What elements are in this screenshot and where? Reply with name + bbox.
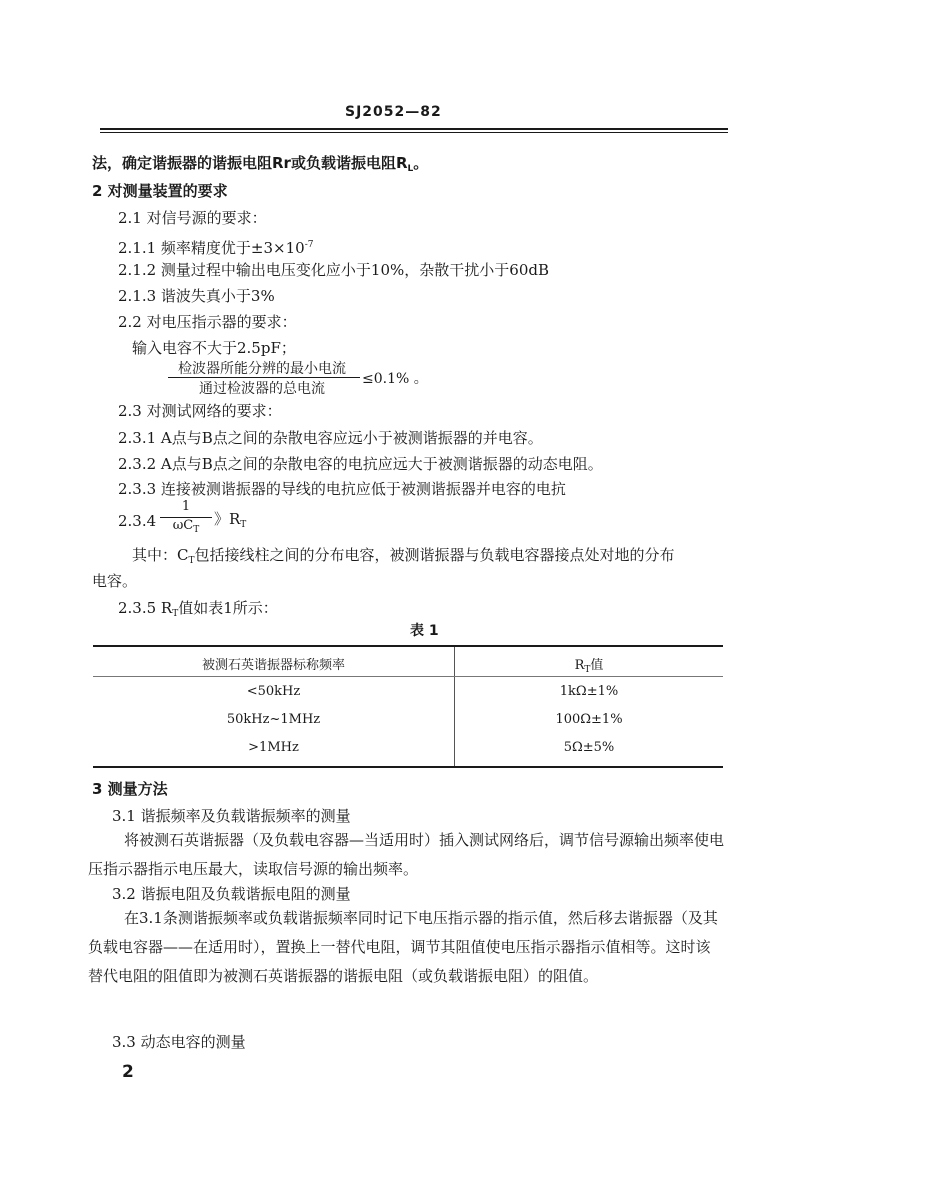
note-line-2: 电容。 (92, 572, 138, 590)
ratio-denominator: 通过检波器的总电流 (199, 381, 325, 397)
table-header-rule (93, 676, 723, 677)
table-row-2-frequency: 50kHz~1MHz (226, 712, 321, 727)
item-2-1: 2.1 对信号源的要求： (118, 209, 267, 227)
section-2-heading: 2 对测量装置的要求 (92, 182, 228, 200)
item-2-3-1: 2.3.1 A点与B点之间的杂散电容应远小于被测谐振器的并电容。 (118, 429, 543, 447)
table-row-1-frequency: <50kHz (246, 684, 301, 699)
table-header-rt-symbol: R (574, 658, 585, 673)
item-2-3-5 (118, 597, 278, 625)
table-header-frequency: 被测石英谐振器标称频率 (201, 658, 345, 673)
item-2-3-5-prefix: 2.3.5 R (118, 599, 173, 617)
reactance-denominator-subscript: T (193, 525, 200, 535)
item-3-2: 3.2 谐振电阻及负载谐振电阻的测量 (112, 885, 351, 903)
note-prefix: 其中：C (132, 546, 189, 564)
item-2-3-5-subscript: T (172, 609, 179, 619)
item-2-1-1-text: 2.1.1 频率精度优于±3×10 (118, 239, 305, 257)
table-header-rt (455, 654, 723, 675)
reactance-numerator: 1 (181, 499, 191, 514)
item-2-1-1-exponent: -7 (304, 240, 314, 250)
item-2-3-2: 2.3.2 A点与B点之间的杂散电容的电抗应远大于被测谐振器的动态电阻。 (118, 455, 603, 473)
item-3-3: 3.3 动态电容的测量 (112, 1033, 246, 1051)
table-row-1-rt: 1kΩ±1% (559, 684, 619, 699)
item-2-2: 2.2 对电压指示器的要求： (118, 313, 297, 331)
item-2-3: 2.3 对测试网络的要求： (118, 402, 282, 420)
item-2-3-4-label: 2.3.4 (118, 512, 157, 530)
table-caption: 表 1 (410, 623, 439, 639)
table-row-3-frequency: >1MHz (248, 740, 299, 755)
section-3-heading: 3 测量方法 (92, 780, 168, 798)
table-bottom-rule (93, 766, 723, 768)
ratio-numerator: 检波器所能分辨的最小电流 (178, 361, 346, 377)
page-number: 2 (122, 1062, 134, 1082)
reactance-relation-subscript: T (240, 520, 247, 530)
header-rule-thin (100, 132, 728, 133)
table-header-rt-subscript: T (584, 665, 591, 675)
item-2-3-3: 2.3.3 连接被测谐振器的导线的电抗应低于被测谐振器并电容的电抗 (118, 480, 566, 498)
note-subscript: T (188, 556, 195, 566)
paragraph-3-2: 在3.1条测谐振频率或负载谐振频率同时记下电压指示器的指示值，然后移去谐振器（及其负载电容器——在适用时），置换上一替代电阻，调节其阻值使电压指示器指示值相等。这时该替代电阻的阻值即为被测石英谐振器的谐振电阻（或负载谐振电阻）的阻值。 (88, 909, 718, 985)
reactance-relation-text: 》R (214, 510, 241, 528)
table-row-2-rt: 100Ω±1% (555, 712, 623, 727)
document-code: SJ2052—82 (345, 104, 442, 120)
continuation-end: 。 (413, 154, 429, 172)
item-2-1-2: 2.1.2 测量过程中输出电压变化应小于10%，杂散干扰小于60dB (118, 261, 549, 279)
item-3-1: 3.1 谐振频率及负载谐振频率的测量 (112, 807, 351, 825)
header-rule-thick (100, 128, 728, 130)
note-line-1 (132, 544, 675, 572)
item-2-3-5-text: 值如表1所示： (178, 599, 278, 617)
reactance-denominator (166, 518, 206, 535)
paragraph-3-1: 将被测石英谐振器（及负载电容器—当适用时）插入测试网络后，调节信号源输出频率使电压指示器指示电压最大，读取信号源的输出频率。 (88, 831, 725, 878)
continuation-text: 法，确定谐振器的谐振电阻Rr或负载谐振电阻R (92, 154, 408, 172)
item-2-1-3: 2.1.3 谐波失真小于3% (118, 287, 275, 305)
continuation-line (92, 152, 428, 180)
reactance-denominator-text: ωC (172, 518, 194, 533)
item-2-1-1 (118, 234, 313, 259)
table-header-rt-label: 值 (590, 658, 604, 673)
table-top-rule (93, 645, 723, 647)
ratio-relation: ≤0.1% 。 (362, 371, 428, 387)
continuation-subscript: L (407, 164, 414, 174)
table-row-3-rt: 5Ω±5% (563, 740, 615, 755)
input-capacitance-line: 输入电容不大于2.5pF； (132, 339, 296, 357)
note-text: 包括接线柱之间的分布电容，被测谐振器与负载电容器接点处对地的分布 (194, 546, 675, 564)
reactance-relation (214, 508, 246, 536)
